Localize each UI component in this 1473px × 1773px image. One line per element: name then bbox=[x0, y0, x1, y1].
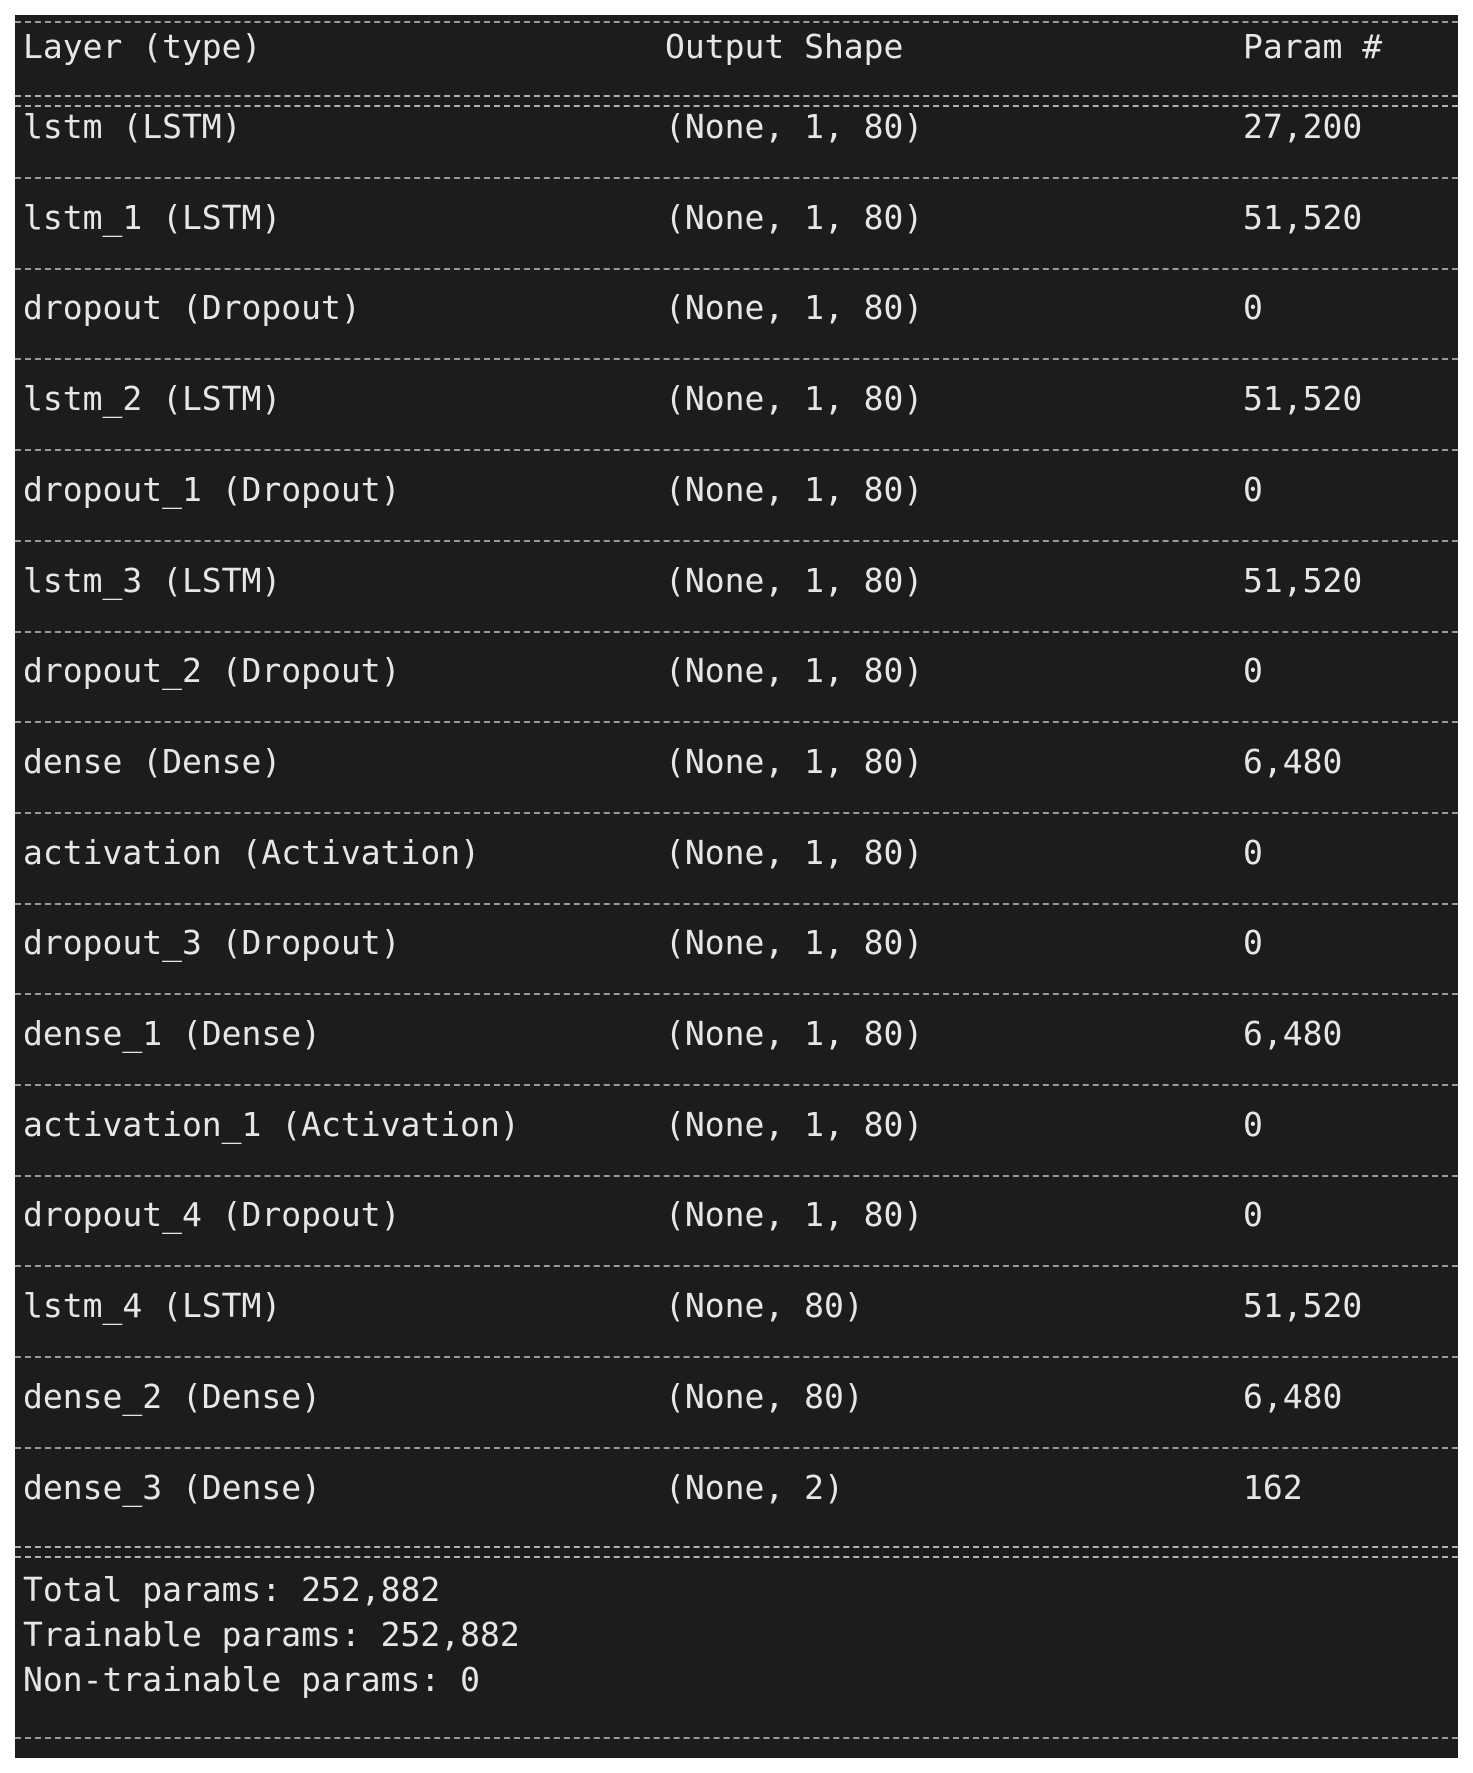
table-row bbox=[15, 1377, 1458, 1421]
table-row bbox=[15, 1014, 1458, 1058]
output-shape: (None, 1, 80) bbox=[665, 197, 924, 237]
model-summary-terminal bbox=[15, 15, 1458, 1758]
param-count: 0 bbox=[1243, 1195, 1263, 1235]
row-separator bbox=[15, 449, 1458, 451]
table-row bbox=[15, 1195, 1458, 1239]
param-count: 27,200 bbox=[1243, 107, 1363, 146]
layer-name: dropout_3 (Dropout) bbox=[23, 923, 401, 963]
param-count: 6,480 bbox=[1243, 741, 1343, 781]
bottom-separator bbox=[15, 1737, 1458, 1739]
output-shape: (None, 1, 80) bbox=[665, 288, 924, 328]
row-separator bbox=[15, 721, 1458, 723]
top-separator bbox=[15, 21, 1458, 23]
param-count: 162 bbox=[1243, 1467, 1303, 1507]
layer-name: lstm_2 (LSTM) bbox=[23, 379, 282, 419]
layer-name: lstm (LSTM) bbox=[23, 107, 242, 146]
row-separator bbox=[15, 540, 1458, 542]
total-params: Total params: 252,882 bbox=[23, 1570, 441, 1609]
output-shape: (None, 1, 80) bbox=[665, 379, 924, 419]
output-shape: (None, 1, 80) bbox=[665, 1104, 924, 1144]
layer-name: lstm_3 (LSTM) bbox=[23, 560, 282, 600]
header-output-shape: Output Shape bbox=[665, 27, 904, 66]
output-shape: (None, 1, 80) bbox=[665, 1195, 924, 1235]
param-count: 6,480 bbox=[1243, 1376, 1343, 1416]
param-count: 51,520 bbox=[1243, 560, 1363, 600]
layer-name: dropout (Dropout) bbox=[23, 288, 361, 328]
trainable-params: Trainable params: 252,882 bbox=[23, 1615, 520, 1654]
output-shape: (None, 80) bbox=[665, 1376, 864, 1416]
row-separator bbox=[15, 631, 1458, 633]
row-separator bbox=[15, 1265, 1458, 1267]
output-shape: (None, 1, 80) bbox=[665, 923, 924, 963]
row-separator bbox=[15, 1175, 1458, 1177]
param-count: 51,520 bbox=[1243, 379, 1363, 419]
row-separator bbox=[15, 358, 1458, 360]
row-separator bbox=[15, 177, 1458, 179]
output-shape: (None, 1, 80) bbox=[665, 1014, 924, 1053]
output-shape: (None, 2) bbox=[665, 1467, 844, 1507]
layer-name: dense_1 (Dense) bbox=[23, 1014, 322, 1053]
row-separator bbox=[15, 903, 1458, 905]
layer-name: lstm_4 (LSTM) bbox=[23, 1286, 282, 1326]
table-row bbox=[15, 198, 1458, 242]
output-shape: (None, 1, 80) bbox=[665, 560, 924, 600]
layer-name: lstm_1 (LSTM) bbox=[23, 197, 282, 237]
table-row bbox=[15, 742, 1458, 786]
table-row bbox=[15, 833, 1458, 877]
output-shape: (None, 1, 80) bbox=[665, 107, 924, 146]
footer-double-separator bbox=[15, 1546, 1458, 1558]
table-row bbox=[15, 288, 1458, 332]
table-row bbox=[15, 923, 1458, 967]
header-double-separator bbox=[15, 95, 1458, 107]
table-row bbox=[15, 1286, 1458, 1330]
table-row bbox=[15, 470, 1458, 514]
param-count: 0 bbox=[1243, 832, 1263, 872]
param-count: 0 bbox=[1243, 651, 1263, 691]
table-row bbox=[15, 1105, 1458, 1149]
row-separator bbox=[15, 993, 1458, 995]
layer-name: dropout_1 (Dropout) bbox=[23, 469, 401, 509]
row-separator bbox=[15, 1447, 1458, 1449]
table-row bbox=[15, 107, 1458, 151]
row-separator bbox=[15, 268, 1458, 270]
param-count: 0 bbox=[1243, 1104, 1263, 1144]
param-count: 51,520 bbox=[1243, 1286, 1363, 1326]
param-count: 0 bbox=[1243, 288, 1263, 328]
layer-name: dense (Dense) bbox=[23, 741, 282, 781]
output-shape: (None, 1, 80) bbox=[665, 741, 924, 781]
param-count: 51,520 bbox=[1243, 197, 1363, 237]
layer-name: activation_1 (Activation) bbox=[23, 1104, 520, 1144]
non-trainable-params: Non-trainable params: 0 bbox=[23, 1660, 480, 1699]
layer-name: dropout_2 (Dropout) bbox=[23, 651, 401, 691]
table-row bbox=[15, 379, 1458, 423]
row-separator bbox=[15, 1356, 1458, 1358]
header-layer: Layer (type) bbox=[23, 27, 262, 66]
row-separator bbox=[15, 1084, 1458, 1086]
table-row bbox=[15, 561, 1458, 605]
output-shape: (None, 1, 80) bbox=[665, 832, 924, 872]
output-shape: (None, 1, 80) bbox=[665, 469, 924, 509]
table-row bbox=[15, 651, 1458, 695]
param-count: 6,480 bbox=[1243, 1014, 1343, 1053]
output-shape: (None, 80) bbox=[665, 1286, 864, 1326]
layer-name: activation (Activation) bbox=[23, 832, 480, 872]
layer-name: dropout_4 (Dropout) bbox=[23, 1195, 401, 1235]
table-header bbox=[15, 27, 1458, 71]
header-param: Param # bbox=[1243, 27, 1383, 66]
row-separator bbox=[15, 812, 1458, 814]
param-count: 0 bbox=[1243, 469, 1263, 509]
param-count: 0 bbox=[1243, 923, 1263, 963]
output-shape: (None, 1, 80) bbox=[665, 651, 924, 691]
layer-name: dense_2 (Dense) bbox=[23, 1376, 322, 1416]
layer-name: dense_3 (Dense) bbox=[23, 1467, 322, 1507]
table-row bbox=[15, 1468, 1458, 1512]
